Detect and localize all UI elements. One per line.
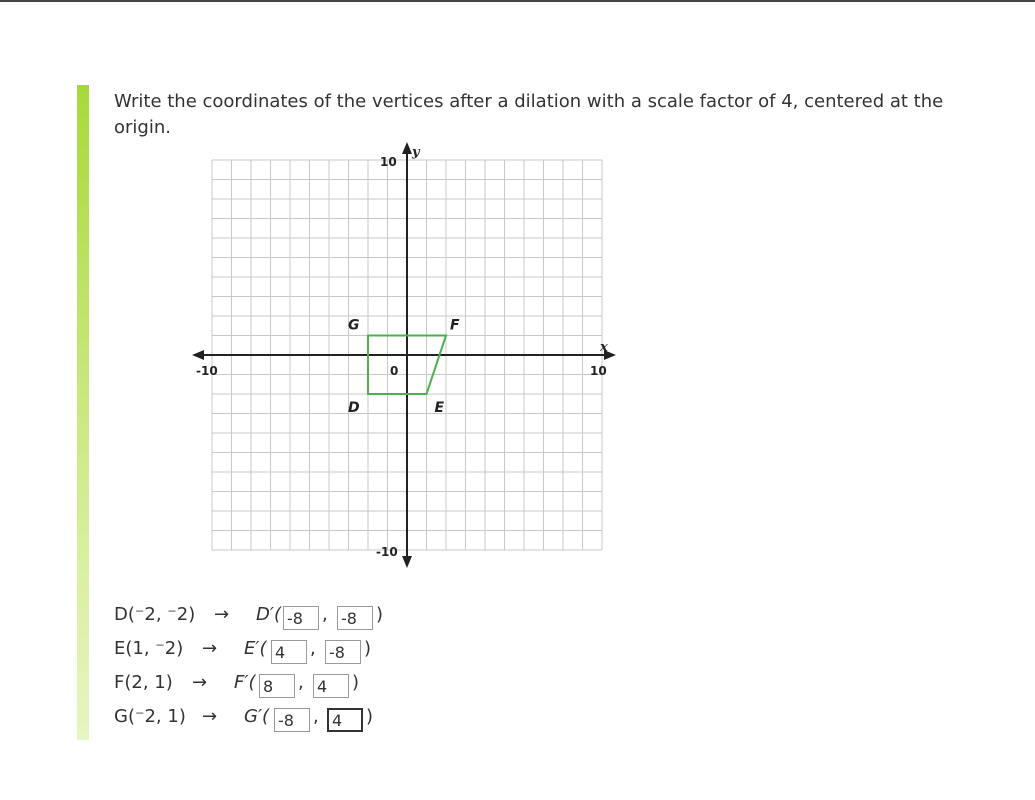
y-axis-bottom-arrow: [402, 556, 412, 568]
image-point-f-label: F′(: [234, 672, 256, 693]
f-prime-x-input[interactable]: [259, 674, 295, 698]
close-paren: ): [352, 672, 360, 693]
image-point-e-label: E′(: [244, 638, 267, 659]
x-axis-left-arrow: [192, 350, 204, 360]
arrow-icon: →: [214, 604, 230, 625]
vertex-label-f: F: [450, 317, 460, 334]
x-min-label: -10: [196, 364, 218, 378]
original-point-f: F(2, 1): [114, 672, 173, 693]
original-point-e: E(1, ⁻2): [114, 638, 184, 659]
comma-separator: ,: [313, 706, 319, 727]
d-prime-y-input[interactable]: [337, 606, 373, 630]
original-point-g: G(⁻2, 1): [114, 706, 186, 727]
question-accent-bar: [77, 85, 89, 740]
close-paren: ): [364, 638, 372, 659]
coordinate-grid: [190, 140, 630, 580]
vertex-label-g: G: [348, 317, 360, 334]
e-prime-x-input[interactable]: [271, 640, 307, 664]
y-max-label: 10: [380, 155, 397, 169]
origin-label: 0: [390, 364, 399, 378]
d-prime-x-input[interactable]: [283, 606, 319, 630]
question-text: Write the coordinates of the vertices after a dilation with a scale factor of 4, centered at the origin.: [114, 91, 944, 138]
g-prime-x-input[interactable]: [274, 708, 310, 732]
y-axis-label: y: [412, 145, 420, 160]
comma-separator: ,: [298, 672, 304, 693]
top-divider: [0, 0, 1035, 2]
image-point-g-label: G′(: [244, 706, 270, 727]
comma-separator: ,: [310, 638, 316, 659]
comma-separator: ,: [322, 604, 328, 625]
close-paren: ): [366, 706, 374, 727]
vertex-label-d: D: [348, 400, 360, 416]
e-prime-y-input[interactable]: [325, 640, 361, 664]
y-min-label: -10: [376, 545, 398, 559]
vertex-labels: [348, 318, 460, 417]
close-paren: ): [376, 604, 384, 625]
vertex-label-e: E: [434, 400, 445, 416]
g-prime-y-input[interactable]: [327, 708, 363, 732]
arrow-icon: →: [202, 706, 218, 727]
axes: [192, 142, 616, 568]
arrow-icon: →: [202, 638, 218, 659]
original-point-d: D(⁻2, ⁻2): [114, 604, 196, 625]
image-point-d-label: D′(: [256, 604, 281, 625]
arrow-icon: →: [192, 672, 208, 693]
x-max-label: 10: [590, 364, 607, 378]
f-prime-y-input[interactable]: [313, 674, 349, 698]
x-axis-label: x: [600, 340, 608, 355]
y-axis-top-arrow: [402, 142, 412, 154]
